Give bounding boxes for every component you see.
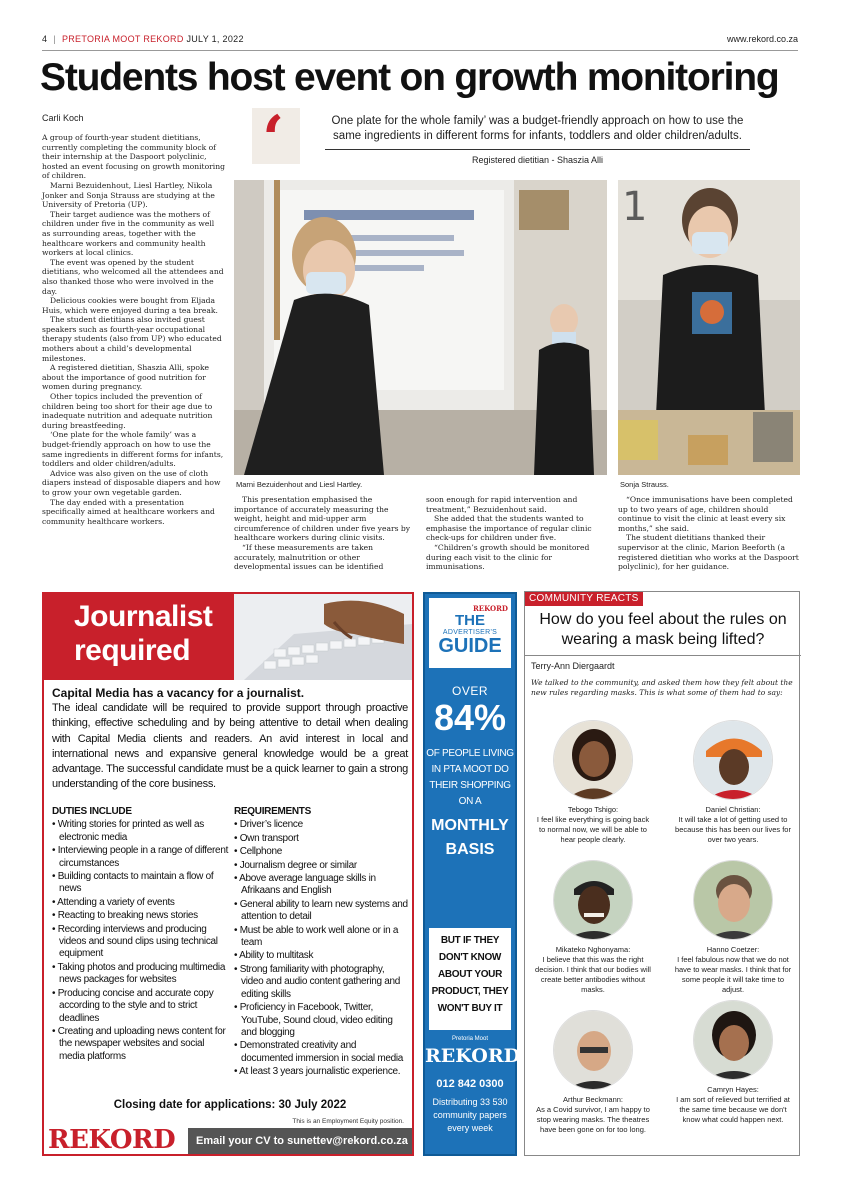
person-name: Tebogo Tshigo: bbox=[567, 805, 619, 814]
guide-logo-sub: Pretoria Moot bbox=[451, 1036, 488, 1042]
list-item: • Own transport bbox=[234, 833, 408, 845]
photo-caption: Marni Bezuidenhout and Liesl Hartley. bbox=[236, 480, 363, 489]
list-item: • Building contacts to maintain a flow of news bbox=[52, 871, 230, 896]
paragraph: This presentation emphasised the importance of accurately measuring the weight, height and mid-upper arm circumference of children under five years by healthcare workers during clinic visits. bbox=[234, 495, 411, 543]
list-item: • At least 3 years journalistic experience. bbox=[234, 1066, 408, 1078]
article-headline: Students host event on growth monitoring bbox=[40, 56, 779, 99]
paragraph: A group of fourth-year student dietitians, currently completing the community block of their internship at the Daspoort polyclinic, hosted an event focusing on growth monitoring of children. bbox=[42, 133, 225, 181]
avatar bbox=[693, 720, 773, 800]
svg-text:1: 1 bbox=[622, 184, 648, 230]
person-quote: I feel fabulous now that we do not have to wear masks. I think that for some people it will take time to adjust. bbox=[674, 955, 792, 994]
person-quote: I feel like everything is going back to normal now, we will be able to hear people clearly. bbox=[536, 815, 650, 844]
guide-phone[interactable]: 012 842 0300 bbox=[436, 1078, 504, 1090]
person-name: Arthur Beckmann: bbox=[562, 1095, 624, 1104]
guide-stat bbox=[425, 674, 515, 862]
paragraph: Marni Bezuidenhout, Liesl Hartley, Nikola Jonker and Sonja Strauss are studying at the University of Pretoria (UP). bbox=[42, 180, 215, 210]
paragraph: The day ended with a presentation specifically aimed at healthcare workers and community healthcare workers. bbox=[42, 497, 215, 526]
community-tag: COMMUNITY REACTS bbox=[525, 592, 643, 606]
list-item: • Writing stories for printed as well as electronic media bbox=[52, 819, 230, 844]
list-item: • Producing concise and accurate copy according to the style and to strict deadlines bbox=[52, 988, 230, 1025]
rekord-logo: REKORD bbox=[48, 1125, 176, 1155]
person-card bbox=[533, 860, 653, 995]
list-item: • Must be able to work well alone or in a team bbox=[234, 925, 408, 950]
list-item: • Recording interviews and producing videos and sound clips using technical equipment bbox=[52, 924, 230, 961]
paragraph: soon enough for rapid intervention and treatment,” Bezuidenhout said. bbox=[426, 495, 578, 514]
paragraph: She added that the students wanted to emphasise the importance of regular clinic check-ups for children under five. bbox=[426, 514, 592, 543]
person-card bbox=[673, 1000, 793, 1125]
ad-title-line2: required bbox=[74, 634, 191, 667]
requirements-list bbox=[234, 806, 408, 1080]
list-item: • Taking photos and producing multimedia news packages for websites bbox=[52, 962, 230, 987]
guide-over: OVER bbox=[451, 684, 488, 698]
avatar bbox=[693, 1000, 773, 1080]
person-card bbox=[533, 1010, 653, 1135]
community-reacts bbox=[524, 591, 800, 1156]
photo-sonja-image bbox=[618, 180, 800, 475]
guide-percent: 84% bbox=[433, 697, 507, 738]
person-card bbox=[673, 860, 793, 995]
photo-presenters bbox=[234, 180, 607, 475]
person-card bbox=[673, 720, 793, 845]
community-title: How do you feel about the rules on wearing a mask being lifted? bbox=[539, 611, 787, 648]
guide-monthly-basis: MONTHLY BASIS bbox=[431, 817, 509, 858]
list-item: • Above average language skills in Afrikaans and English bbox=[234, 873, 408, 898]
person-quote: I believe that this was the right decision. I think that our bodies will create better antibodies without masks. bbox=[535, 955, 651, 994]
guide-people-text: OF PEOPLE LIVING IN PTA MOOT DO THEIR SHOPPING ON A bbox=[426, 748, 514, 807]
guide-advertisers: ADVERTISER'S bbox=[442, 629, 498, 636]
requirements-heading: REQUIREMENTS bbox=[234, 806, 311, 817]
list-item: • Demonstrated creativity and documented immersion in social media bbox=[234, 1040, 408, 1065]
paragraph: The student dietitians also invited guest speakers such as fourth-year occupational therapy students (also from UP) who educated mothers about a child’s developmental milestones. bbox=[42, 315, 222, 363]
list-item: • Journalism degree or similar bbox=[234, 860, 408, 872]
ad-footer bbox=[44, 1125, 412, 1155]
paragraph: Delicious cookies were bought from Eljada Huis, which were enjoyed during a tea break. bbox=[42, 296, 218, 315]
pull-quote-rule bbox=[325, 149, 750, 150]
page-header bbox=[42, 34, 798, 48]
article-column-1 bbox=[42, 133, 225, 526]
quote-mark-icon: ‘ bbox=[252, 108, 300, 164]
page-number: 4 bbox=[42, 34, 48, 44]
paragraph: A registered dietitian, Shaszia Alli, spoke about the importance of good nutrition for women during pregnancy. bbox=[42, 363, 210, 392]
paragraph: ‘One plate for the whole family’ was a budget-friendly approach on how to use the same ingredients in different forms for infants, toddlers and older children/adults. bbox=[42, 430, 224, 469]
advertisers-guide bbox=[423, 592, 521, 1156]
employment-equity-note: This is an Employment Equity position. bbox=[292, 1118, 404, 1125]
list-item: • Proficiency in Facebook, Twitter, YouTube, Sound cloud, video editing and blogging bbox=[234, 1002, 408, 1039]
list-item: • Strong familiarity with photography, video and audio content gathering and editing skills bbox=[234, 964, 408, 1001]
community-rule bbox=[525, 655, 801, 656]
guide-distribution: Distributing 33 530 community papers every week bbox=[432, 1097, 508, 1133]
person-name: Hanno Coetzer: bbox=[706, 945, 760, 954]
list-item: • Attending a variety of events bbox=[52, 897, 230, 909]
pull-quote-attribution: Registered dietitian - Shaszia Alli bbox=[471, 155, 604, 165]
paragraph: Advice was also given on the use of cloth diapers instead of disposable diapers and how to grow your own vegetable garden. bbox=[42, 468, 221, 497]
website-link[interactable]: www.rekord.co.za bbox=[726, 34, 798, 44]
list-item: • Reacting to breaking news stories bbox=[52, 910, 230, 922]
duties-heading: DUTIES INCLUDE bbox=[52, 806, 132, 817]
paragraph: The student dietitians thanked their supervisor at the clinic, Marion Beeforth (a registered dietitian who works at the Daspoort polyclinic), for her guidance. bbox=[618, 533, 799, 572]
person-name: Camryn Hayes: bbox=[707, 1085, 759, 1094]
duties-list bbox=[52, 806, 230, 1064]
email-cv-link[interactable]: Email your CV to sunettev@rekord.co.za bbox=[188, 1128, 412, 1154]
community-intro: We talked to the community, and asked them how they felt about the new rules regarding masks. This is what some of them had to say: bbox=[531, 678, 793, 697]
photo-caption: Sonja Strauss. bbox=[620, 480, 669, 489]
list-item: • General ability to learn new systems and attention to detail bbox=[234, 899, 408, 924]
list-item: • Creating and uploading news content for the newspaper websites and social media platforms bbox=[52, 1026, 230, 1063]
list-item: • Ability to multitask bbox=[234, 950, 408, 962]
guide-the: THE bbox=[455, 612, 485, 629]
person-quote: It will take a lot of getting used to because this has been our lives for over two years. bbox=[675, 815, 791, 844]
job-advert bbox=[42, 592, 414, 1156]
issue-date: JULY 1, 2022 bbox=[186, 34, 244, 44]
paragraph: “Children’s growth should be monitored during each visit to the clinic for immunisations. bbox=[426, 542, 590, 572]
guide-white-box: BUT IF THEY DON'T KNOW ABOUT YOUR PRODUCT, THEY WON'T BUY IT bbox=[429, 928, 511, 1030]
header-rule bbox=[42, 50, 798, 51]
publication-name: PRETORIA MOOT REKORD bbox=[61, 34, 184, 44]
ad-body: The ideal candidate will be required to provide support through proactive thinking, effective scheduling and by being attentive to detail when dealing with Capital Media clients and readers. An avid interest in local and international news and expansive general knowledge would be a great advantage. The successful candidate must be a quick learner to gain a strong understanding of the core business. bbox=[52, 702, 408, 791]
ad-title-line1: Journalist bbox=[74, 600, 213, 633]
avatar bbox=[553, 720, 633, 800]
article-column-2 bbox=[234, 495, 417, 572]
closing-date: Closing date for applications: 30 July 2022 bbox=[113, 1099, 347, 1111]
avatar bbox=[693, 860, 773, 940]
paragraph: The event was opened by the student dietitians, who welcomed all the attendees and also thanked those who were involved in the day. bbox=[42, 257, 224, 296]
person-name: Daniel Christian: bbox=[705, 805, 761, 814]
person-name: Mikateko Nghonyama: bbox=[555, 945, 631, 954]
guide-title: GUIDE bbox=[438, 635, 502, 657]
guide-logo-small: REKORD bbox=[472, 604, 508, 613]
person-quote: As a Covid survivor, I am happy to stop wearing masks. The theatres have been gone on for too long. bbox=[536, 1105, 650, 1134]
paragraph: Other topics included the prevention of children being too short for their age due to inadequate nutrition and adequate nutrition during breastfeeding. bbox=[42, 392, 213, 430]
avatar bbox=[553, 1010, 633, 1090]
article-column-3 bbox=[426, 495, 610, 572]
pull-quote: One plate for the whole family’ was a budget-friendly approach on how to use the same ingredients in different forms for infants, toddlers and older children/adults. bbox=[331, 115, 744, 142]
list-item: • Cellphone bbox=[234, 846, 408, 858]
ad-heading: Capital Media has a vacancy for a journalist. bbox=[52, 686, 305, 700]
photo-presenters-image bbox=[234, 180, 607, 475]
header-left bbox=[42, 34, 244, 44]
photo-sonja bbox=[618, 180, 800, 475]
list-item: • Interviewing people in a range of different circumstances bbox=[52, 845, 230, 870]
paragraph: “If these measurements are taken accurately, malnutrition or other developmental issues can be identified bbox=[234, 542, 384, 572]
paragraph: Their target audience was the mothers of children under five in the community as well as surrounding areas, together with the healthcare workers and community health workers at local clinics. bbox=[42, 209, 215, 258]
header-separator: | bbox=[53, 34, 56, 44]
avatar bbox=[553, 860, 633, 940]
guide-header bbox=[429, 598, 511, 668]
article-column-4 bbox=[618, 495, 800, 572]
article-byline: Carli Koch bbox=[42, 113, 84, 123]
ad-banner bbox=[44, 594, 412, 680]
list-item: • Driver’s licence bbox=[234, 819, 408, 831]
guide-rekord-logo: REKORD bbox=[425, 1045, 521, 1067]
person-card bbox=[533, 720, 653, 845]
person-quote: I am sort of relieved but terrified at the same time because we don't know what could happen next. bbox=[676, 1095, 790, 1124]
community-author: Terry-Ann Diergaardt bbox=[531, 661, 615, 671]
paragraph: “Once immunisations have been completed up to two years of age, children should continue to visit the clinic at least every six months,” she said. bbox=[618, 495, 793, 533]
keyboard-hands-image bbox=[234, 594, 412, 680]
